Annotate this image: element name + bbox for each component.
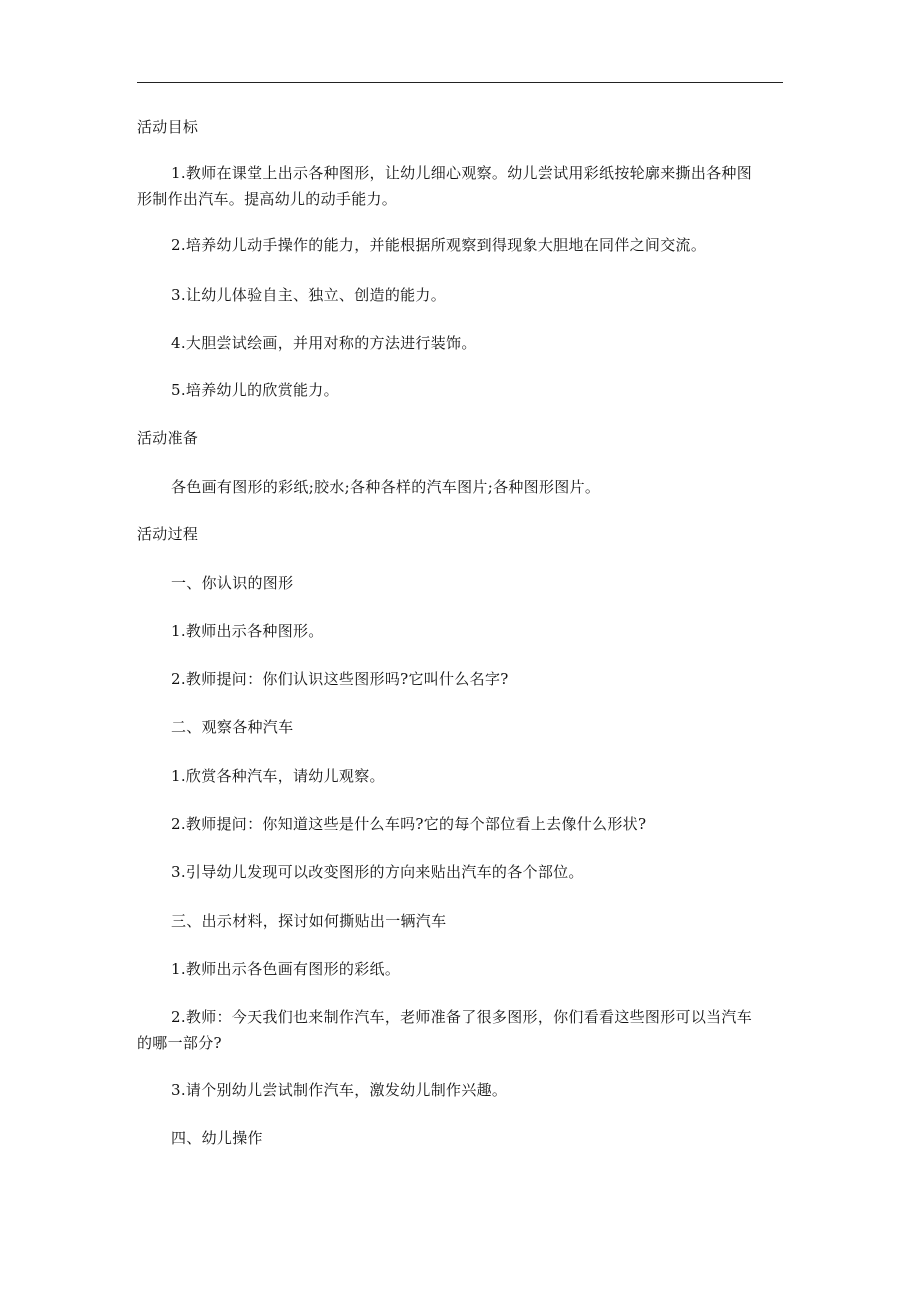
subheading: 四、幼儿操作 bbox=[171, 1129, 263, 1147]
header-rule bbox=[137, 82, 783, 83]
paragraph: 1.教师出示各色画有图形的彩纸。 bbox=[171, 960, 401, 978]
paragraph: 2.培养幼儿动手操作的能力，并能根据所观察到得现象大胆地在同伴之间交流。 bbox=[171, 236, 707, 254]
subheading: 三、出示材料，探讨如何撕贴出一辆汽车 bbox=[171, 912, 447, 930]
paragraph-line: 形制作出汽车。提高幼儿的动手能力。 bbox=[137, 190, 398, 208]
paragraph: 1.欣赏各种汽车，请幼儿观察。 bbox=[171, 767, 385, 785]
section-heading-goals: 活动目标 bbox=[137, 118, 199, 136]
paragraph-line: 的哪一部分? bbox=[137, 1034, 222, 1052]
paragraph: 1.教师出示各种图形。 bbox=[171, 622, 324, 640]
paragraph: 2.教师提问：你们认识这些图形吗?它叫什么名字? bbox=[171, 670, 509, 688]
section-heading-preparation: 活动准备 bbox=[137, 429, 199, 447]
paragraph-line: 2.教师：今天我们也来制作汽车，老师准备了很多图形，你们看看这些图形可以当汽车 bbox=[171, 1008, 753, 1026]
paragraph: 3.让幼儿体验自主、独立、创造的能力。 bbox=[171, 286, 447, 304]
paragraph: 3.请个别幼儿尝试制作汽车，激发幼儿制作兴趣。 bbox=[171, 1081, 508, 1099]
subheading: 二、观察各种汽车 bbox=[171, 718, 294, 736]
paragraph: 2.教师提问：你知道这些是什么车吗?它的每个部位看上去像什么形状? bbox=[171, 815, 647, 833]
paragraph-line: 1.教师在课堂上出示各种图形，让幼儿细心观察。幼儿尝试用彩纸按轮廓来撕出各种图 bbox=[171, 164, 753, 182]
subheading: 一、你认识的图形 bbox=[171, 574, 294, 592]
paragraph: 3.引导幼儿发现可以改变图形的方向来贴出汽车的各个部位。 bbox=[171, 863, 584, 881]
paragraph: 各色画有图形的彩纸;胶水;各种各样的汽车图片;各种图形图片。 bbox=[171, 478, 601, 496]
section-heading-process: 活动过程 bbox=[137, 525, 199, 543]
paragraph: 4.大胆尝试绘画，并用对称的方法进行装饰。 bbox=[171, 334, 477, 352]
paragraph: 5.培养幼儿的欣赏能力。 bbox=[171, 381, 339, 399]
